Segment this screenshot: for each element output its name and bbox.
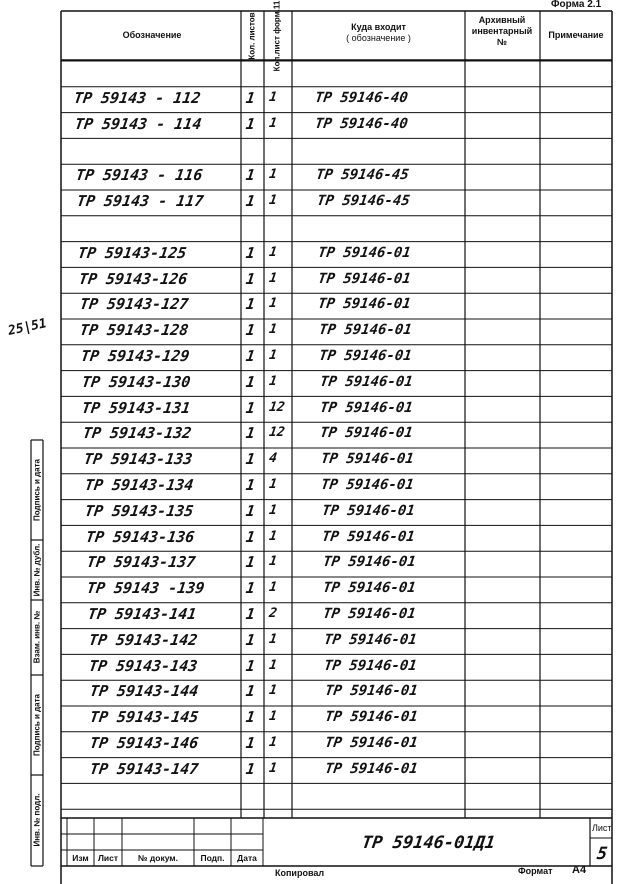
row-designation: ТР 59143 - 112 (72, 89, 202, 107)
row-used-in: ТР 59146-01 (323, 683, 419, 700)
row-format: 1 (268, 167, 278, 183)
row-used-in: ТР 59146-01 (318, 348, 414, 364)
row-used-in: ТР 59146-01 (320, 477, 416, 493)
row-format: 1 (268, 244, 278, 260)
row-used-in: ТР 59146-01 (317, 322, 413, 339)
row-used-in: ТР 59146-01 (318, 399, 414, 416)
side-label: Подпись и дата (32, 694, 42, 756)
row-format: 2 (268, 606, 278, 621)
side-label: Инв. № дубл. (32, 543, 42, 597)
row-used-in: ТР 59146-45 (315, 167, 411, 184)
row-used-in: ТР 59146-01 (320, 502, 416, 519)
row-format: 1 (268, 760, 278, 776)
row-qty: 1 (244, 295, 257, 314)
row-designation: ТР 59143-136 (84, 527, 196, 546)
row-designation: ТР 59143-144 (88, 682, 200, 701)
stamp-col-label: Изм (72, 853, 89, 863)
row-used-in: ТР 59146-01 (322, 606, 418, 622)
side-label: Инв. № подл. (32, 793, 42, 847)
row-designation: ТР 59143-130 (80, 372, 192, 391)
header-archive-line3: № (496, 37, 508, 47)
row-designation: ТР 59143 - 116 (74, 166, 204, 185)
row-designation: ТР 59143 -139 (86, 579, 206, 598)
row-used-in: ТР 59146-01 (321, 528, 416, 545)
row-designation: ТР 59143-145 (88, 708, 200, 727)
row-qty: 1 (244, 450, 257, 469)
row-format: 4 (268, 451, 278, 467)
row-qty: 1 (244, 708, 257, 727)
row-format: 1 (268, 296, 278, 312)
stamp-sheet-label: Лист (592, 823, 612, 833)
row-used-in: ТР 59146-01 (321, 580, 417, 597)
row-format: 1 (268, 709, 278, 725)
stamp-designation: ТР 59146-01Д1 (360, 833, 497, 853)
row-qty: 1 (244, 630, 257, 649)
row-used-in: ТР 59146-01 (323, 657, 419, 674)
row-designation: ТР 59143-125 (76, 243, 188, 262)
footer-format-label: Формат (518, 866, 553, 876)
footer-format-value: А4 (572, 864, 587, 876)
row-qty: 1 (244, 114, 257, 133)
row-qty: 1 (244, 734, 257, 752)
row-format: 1 (268, 554, 278, 570)
row-designation: ТР 59143 - 117 (75, 192, 205, 211)
row-format: 12 (268, 399, 286, 415)
row-used-in: ТР 59146-01 (317, 296, 413, 313)
row-qty: 1 (244, 527, 257, 546)
row-qty: 1 (244, 321, 257, 340)
header-sheets-qty: Кол. листов (247, 12, 257, 60)
row-used-in: ТР 59146-40 (313, 90, 409, 106)
row-qty: 1 (244, 166, 257, 185)
row-qty: 1 (244, 605, 257, 623)
row-designation: ТР 59143-126 (77, 269, 189, 288)
row-used-in: ТР 59146-01 (319, 451, 415, 468)
row-qty: 1 (244, 192, 257, 211)
row-designation: ТР 59143-129 (79, 347, 191, 365)
header-designation: Обозначение (122, 30, 182, 40)
header-archive-line1: Архивный (478, 15, 526, 25)
row-designation: ТР 59143-133 (82, 450, 194, 469)
row-format: 1 (268, 580, 278, 596)
row-used-in: ТР 59146-01 (323, 735, 419, 751)
row-designation: ТР 59143-132 (81, 424, 193, 443)
row-qty: 1 (244, 89, 257, 107)
row-qty: 1 (244, 476, 257, 494)
row-used-in: ТР 59146-01 (323, 760, 419, 777)
row-used-in: ТР 59146-01 (318, 373, 414, 390)
row-qty: 1 (244, 759, 257, 778)
header-sheets-format: Кол.лист форм.11 (272, 0, 282, 72)
row-qty: 1 (244, 243, 257, 262)
side-label: Взам. инв. № (32, 610, 42, 664)
row-used-in: ТР 59146-01 (321, 554, 417, 571)
row-used-in: ТР 59146-40 (314, 115, 410, 132)
row-format: 1 (268, 683, 278, 699)
row-format: 1 (268, 657, 278, 673)
row-designation: ТР 59143-146 (88, 734, 200, 752)
stamp-col-label: № докум. (138, 853, 178, 863)
row-format: 1 (268, 322, 278, 338)
row-designation: ТР 59143-141 (86, 605, 198, 623)
row-format: 1 (268, 502, 278, 518)
row-designation: ТР 59143 - 114 (73, 114, 203, 133)
row-format: 1 (268, 373, 278, 389)
header-note: Примечание (548, 30, 604, 40)
row-qty: 1 (244, 269, 257, 288)
header-archive-line2: инвентарный (471, 26, 533, 36)
row-designation: ТР 59143-143 (88, 656, 200, 675)
stamp-col-label: Лист (97, 853, 119, 863)
row-format: 1 (268, 270, 278, 286)
row-used-in: ТР 59146-01 (319, 425, 415, 442)
footer-copied: Копировал (275, 868, 325, 878)
row-used-in: ТР 59146-01 (316, 244, 412, 261)
side-label: Подпись и дата (32, 459, 42, 521)
row-designation: ТР 59143-147 (88, 759, 200, 778)
row-qty: 1 (244, 372, 257, 391)
header-used-in (292, 22, 465, 44)
row-qty: 1 (244, 579, 257, 598)
row-qty: 1 (244, 398, 257, 417)
row-designation: ТР 59143-137 (85, 553, 197, 572)
row-used-in: ТР 59146-01 (323, 709, 419, 726)
row-format: 1 (268, 90, 278, 105)
row-qty: 1 (244, 347, 257, 365)
stamp-col-label: Подп. (200, 853, 225, 863)
row-designation: ТР 59143-142 (87, 630, 199, 649)
stamp-col-label: Дата (237, 853, 257, 863)
row-qty: 1 (244, 501, 257, 520)
row-designation: ТР 59143-128 (79, 321, 190, 340)
header-archive (464, 15, 540, 48)
row-format: 1 (268, 631, 278, 647)
row-format: 1 (268, 348, 278, 363)
row-designation: ТР 59143-134 (83, 476, 195, 494)
row-designation: ТР 59143-131 (81, 398, 193, 417)
row-qty: 1 (244, 656, 257, 675)
row-designation: ТР 59143-135 (83, 501, 195, 520)
row-used-in: ТР 59146-01 (316, 270, 412, 287)
margin-note: 25|51 (6, 316, 49, 339)
row-qty: 1 (244, 682, 257, 701)
row-format: 1 (268, 735, 278, 750)
row-format: 12 (268, 425, 286, 441)
row-used-in: ТР 59146-01 (322, 631, 418, 648)
form-label: Форма 2.1 (551, 0, 602, 10)
row-qty: 1 (244, 553, 257, 572)
row-designation: ТР 59143-127 (78, 295, 190, 314)
row-used-in: ТР 59146-45 (315, 193, 411, 210)
row-format: 1 (268, 477, 278, 492)
header-used-in-line2: ( обозначение ) (346, 33, 411, 43)
row-format: 1 (268, 115, 278, 131)
row-format: 1 (268, 193, 278, 209)
stamp-sheet-number: 5 (595, 844, 609, 864)
row-format: 1 (268, 528, 278, 544)
row-qty: 1 (244, 424, 257, 443)
header-used-in-line1: Куда входит (351, 22, 406, 32)
